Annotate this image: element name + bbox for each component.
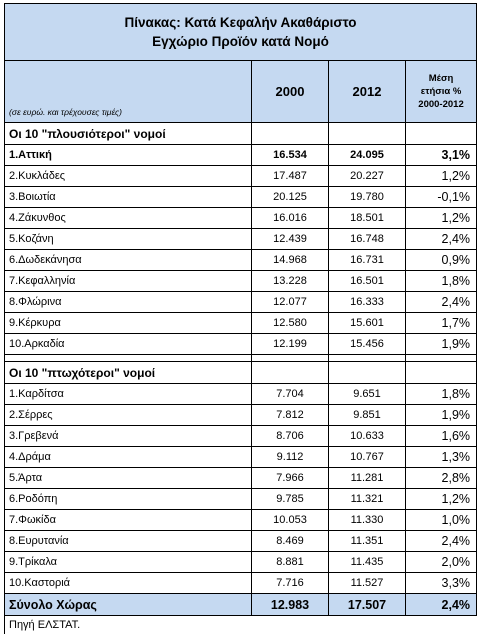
value-2012: 16.333 xyxy=(329,292,406,313)
value-2000: 7.812 xyxy=(252,405,329,426)
value-2012: 16.731 xyxy=(329,250,406,271)
prefecture-name: 3.Βοιωτία xyxy=(5,187,252,208)
table-row xyxy=(5,166,477,187)
growth-rate: 2,4% xyxy=(406,531,477,552)
table-row xyxy=(5,489,477,510)
value-2000: 20.125 xyxy=(252,187,329,208)
table-row xyxy=(5,531,477,552)
value-2000: 12.580 xyxy=(252,313,329,334)
empty-cell xyxy=(406,362,477,384)
growth-rate: 1,7% xyxy=(406,313,477,334)
value-2000: 7.716 xyxy=(252,573,329,594)
growth-rate: 0,9% xyxy=(406,250,477,271)
prefecture-name: 3.Γρεβενά xyxy=(5,426,252,447)
table-row xyxy=(5,145,477,166)
empty-cell xyxy=(406,123,477,145)
value-2012: 11.321 xyxy=(329,489,406,510)
table-row xyxy=(5,313,477,334)
growth-rate: 2,4% xyxy=(406,229,477,250)
prefecture-name: 2.Σέρρες xyxy=(5,405,252,426)
prefecture-name: 8.Ευρυτανία xyxy=(5,531,252,552)
prefecture-name: 9.Τρίκαλα xyxy=(5,552,252,573)
prefecture-name: 1.Αττική xyxy=(5,145,252,166)
growth-rate: 2,4% xyxy=(406,292,477,313)
spacer-row xyxy=(5,355,477,362)
value-2000: 9.785 xyxy=(252,489,329,510)
table-row xyxy=(5,426,477,447)
value-2012: 18.501 xyxy=(329,208,406,229)
table-title xyxy=(5,4,477,61)
table-row xyxy=(5,292,477,313)
total-2000: 12.983 xyxy=(252,594,329,616)
empty-cell xyxy=(252,355,329,362)
value-2000: 12.077 xyxy=(252,292,329,313)
prefecture-name: 5.Άρτα xyxy=(5,468,252,489)
table-row xyxy=(5,552,477,573)
value-2000: 12.199 xyxy=(252,334,329,355)
value-2000: 10.053 xyxy=(252,510,329,531)
growth-rate: 1,2% xyxy=(406,166,477,187)
empty-cell xyxy=(5,355,252,362)
empty-cell xyxy=(406,355,477,362)
poor-section xyxy=(5,362,477,384)
value-2012: 20.227 xyxy=(329,166,406,187)
total-2012: 17.507 xyxy=(329,594,406,616)
value-2000: 9.112 xyxy=(252,447,329,468)
growth-rate: 1,8% xyxy=(406,271,477,292)
table-row xyxy=(5,229,477,250)
empty-cell xyxy=(252,362,329,384)
value-2012: 11.330 xyxy=(329,510,406,531)
table-row xyxy=(5,573,477,594)
prefecture-name: 7.Κεφαλληνία xyxy=(5,271,252,292)
table-row xyxy=(5,208,477,229)
growth-rate: 1,6% xyxy=(406,426,477,447)
value-2000: 17.487 xyxy=(252,166,329,187)
value-2012: 10.633 xyxy=(329,426,406,447)
unit-note: (σε ευρώ. και τρέχουσες τιμές) xyxy=(5,61,252,123)
title-line-2: Εγχώριο Προϊόν κατά Νομό xyxy=(152,34,329,49)
growth-header-line-1: Μέση xyxy=(428,73,454,84)
value-2000: 7.966 xyxy=(252,468,329,489)
value-2000: 7.704 xyxy=(252,384,329,405)
value-2012: 9.851 xyxy=(329,405,406,426)
gdp-table xyxy=(4,3,477,634)
value-2012: 19.780 xyxy=(329,187,406,208)
table-row xyxy=(5,468,477,489)
gdp-table-figure xyxy=(4,3,476,631)
table-row xyxy=(5,334,477,355)
growth-rate: -0,1% xyxy=(406,187,477,208)
rich-section xyxy=(5,123,477,145)
value-2000: 14.968 xyxy=(252,250,329,271)
rich-section-title: Οι 10 "πλουσιότεροι" νομοί xyxy=(5,123,252,145)
total-growth: 2,4% xyxy=(406,594,477,616)
prefecture-name: 5.Κοζάνη xyxy=(5,229,252,250)
growth-rate: 2,8% xyxy=(406,468,477,489)
value-2000: 8.469 xyxy=(252,531,329,552)
growth-rate: 2,0% xyxy=(406,552,477,573)
prefecture-name: 6.Ροδόπη xyxy=(5,489,252,510)
prefecture-name: 4.Δράμα xyxy=(5,447,252,468)
growth-rate: 1,2% xyxy=(406,489,477,510)
value-2012: 11.527 xyxy=(329,573,406,594)
prefecture-name: 9.Κέρκυρα xyxy=(5,313,252,334)
source-note: Πηγή ΕΛΣΤΑΤ. xyxy=(5,616,477,635)
value-2000: 16.016 xyxy=(252,208,329,229)
growth-rate: 3,3% xyxy=(406,573,477,594)
value-2000: 8.881 xyxy=(252,552,329,573)
table-row xyxy=(5,405,477,426)
value-2012: 24.095 xyxy=(329,145,406,166)
value-2000: 16.534 xyxy=(252,145,329,166)
growth-rate: 1,8% xyxy=(406,384,477,405)
value-2012: 15.456 xyxy=(329,334,406,355)
value-2000: 8.706 xyxy=(252,426,329,447)
value-2012: 11.281 xyxy=(329,468,406,489)
title-line-1: Πίνακας: Κατά Κεφαλήν Ακαθάριστο xyxy=(124,15,357,30)
empty-cell xyxy=(252,123,329,145)
value-2012: 10.767 xyxy=(329,447,406,468)
prefecture-name: 1.Καρδίτσα xyxy=(5,384,252,405)
table-row xyxy=(5,187,477,208)
growth-rate: 1,2% xyxy=(406,208,477,229)
empty-cell xyxy=(329,362,406,384)
growth-header-line-3: 2000-2012 xyxy=(418,99,464,110)
total-row xyxy=(5,594,477,616)
prefecture-name: 7.Φωκίδα xyxy=(5,510,252,531)
table-row xyxy=(5,250,477,271)
year-2012-header: 2012 xyxy=(329,61,406,123)
value-2012: 16.748 xyxy=(329,229,406,250)
table-row xyxy=(5,510,477,531)
poor-section-title: Οι 10 "πτωχότεροι" νομοί xyxy=(5,362,252,384)
value-2000: 12.439 xyxy=(252,229,329,250)
prefecture-name: 8.Φλώρινα xyxy=(5,292,252,313)
value-2012: 16.501 xyxy=(329,271,406,292)
source-row xyxy=(5,616,477,635)
year-2000-header: 2000 xyxy=(252,61,329,123)
empty-cell xyxy=(329,123,406,145)
total-label: Σύνολο Χώρας xyxy=(5,594,252,616)
growth-rate: 1,9% xyxy=(406,334,477,355)
growth-rate: 1,3% xyxy=(406,447,477,468)
growth-rate: 3,1% xyxy=(406,145,477,166)
growth-header-line-2: ετήσια % xyxy=(420,86,462,97)
growth-rate: 1,9% xyxy=(406,405,477,426)
growth-rate: 1,0% xyxy=(406,510,477,531)
prefecture-name: 4.Ζάκυνθος xyxy=(5,208,252,229)
prefecture-name: 10.Αρκαδία xyxy=(5,334,252,355)
value-2000: 13.228 xyxy=(252,271,329,292)
empty-cell xyxy=(329,355,406,362)
value-2012: 11.435 xyxy=(329,552,406,573)
value-2012: 15.601 xyxy=(329,313,406,334)
table-row xyxy=(5,447,477,468)
value-2012: 9.651 xyxy=(329,384,406,405)
table-row xyxy=(5,384,477,405)
prefecture-name: 6.Δωδεκάνησα xyxy=(5,250,252,271)
growth-header xyxy=(406,61,477,123)
value-2012: 11.351 xyxy=(329,531,406,552)
prefecture-name: 2.Κυκλάδες xyxy=(5,166,252,187)
prefecture-name: 10.Καστοριά xyxy=(5,573,252,594)
table-row xyxy=(5,271,477,292)
